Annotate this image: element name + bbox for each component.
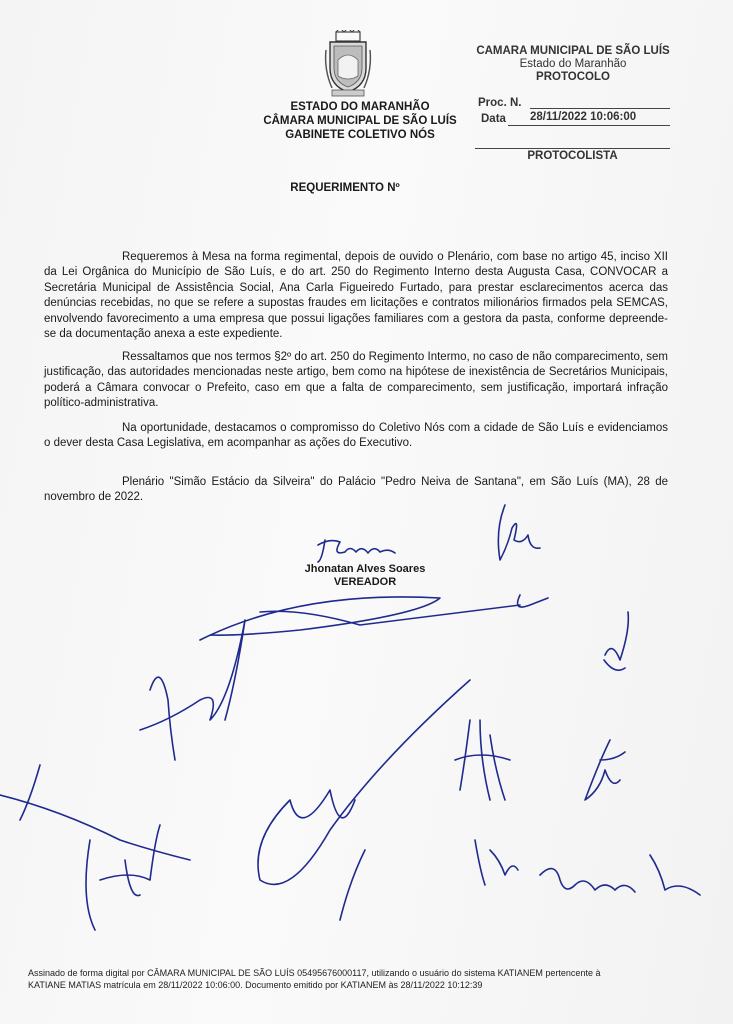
proc-number-line bbox=[530, 108, 670, 109]
signature-5 bbox=[258, 680, 470, 920]
digital-signature-footer bbox=[28, 967, 708, 991]
signature-6 bbox=[0, 765, 190, 860]
signature-11 bbox=[475, 840, 518, 885]
signature-main bbox=[318, 540, 395, 562]
signer-block bbox=[290, 563, 440, 589]
signature-7 bbox=[455, 720, 510, 800]
letterhead bbox=[255, 100, 465, 142]
protocol-state: Estado do Maranhão bbox=[519, 58, 627, 70]
signature-4 bbox=[140, 620, 245, 760]
signer-role: VEREADOR bbox=[333, 576, 397, 588]
footer-line-1: Assinado de forma digital por CÂMARA MUNICIPAL DE SÃO LUÍS 05495676000117, utilizando o usuário do sistema KATIANEM pertencente à bbox=[28, 968, 601, 978]
body-paragraph-3: Na oportunidade, destacamos o compromisso do Coletivo Nós com a cidade de São Luís e evidenciamos o dever desta Casa Legislativa, em acompanhar as ações do Executivo. bbox=[44, 422, 668, 450]
protocol-header bbox=[468, 45, 678, 84]
date-value: 28/11/2022 10:06:00 bbox=[530, 111, 637, 123]
proc-number-label: Proc. N. bbox=[478, 97, 522, 109]
letterhead-state: ESTADO DO MARANHÃO bbox=[290, 101, 430, 113]
signature-3 bbox=[604, 612, 628, 670]
signature-2 bbox=[200, 595, 548, 640]
protocolista-label: PROTOCOLISTA bbox=[527, 150, 618, 162]
signer-name: Jhonatan Alves Soares bbox=[304, 563, 426, 575]
document-title: REQUERIMENTO Nº bbox=[290, 182, 400, 194]
signature-9 bbox=[86, 825, 160, 930]
date-line bbox=[508, 125, 670, 126]
date-label: Data bbox=[481, 113, 506, 125]
protocolista-line bbox=[475, 148, 670, 149]
letterhead-office: GABINETE COLETIVO NÓS bbox=[285, 129, 435, 141]
signature-1 bbox=[498, 505, 540, 560]
body-paragraph-4: Plenário "Simão Estácio da Silveira" do Palácio "Pedro Neiva de Santana", em São Luís (MA), 28 de novembro de 2022. bbox=[44, 476, 668, 504]
footer-line-2: KATIANE MATIAS matrícula em 28/11/2022 10:06:00. Documento emitido por KATIANEM às 28/11/2022 10:12:39 bbox=[28, 980, 483, 990]
signature-8 bbox=[585, 740, 625, 800]
body-paragraph-2: Ressaltamos que nos termos §2º do art. 250 do Regimento Intermo, no caso de não comparecimento, sem justificação, das autoridades mencionadas neste artigo, bem como na hipótese de inexistência de Secretários Municipais, poderá a Câmara convocar o Prefeito, caso em que a falta de comparecimento, sem justificação, importará infração político-administrativa. bbox=[44, 351, 668, 410]
coat-of-arms-icon bbox=[322, 30, 374, 98]
signature-10 bbox=[540, 855, 700, 895]
letterhead-chamber: CÂMARA MUNICIPAL DE SÃO LUÍS bbox=[263, 115, 457, 127]
body-paragraph-1: Requeremos à Mesa na forma regimental, depois de ouvido o Plenário, com base no artigo 45, inciso XII da Lei Orgânica do Município de São Luís, e do art. 250 do Regimento Interno desta Augusta Casa, CONVOCAR a Secretária Municipal de Assistência Social, Ana Carla Figueiredo Furtado, para prestar esclarecimentos acerca das denúncias recebidas, no que se refere a supostas fraudes em licitações e contratos milionários firmados pela SEMCAS, envolvendo favorecimento a uma empresa que possui ligações familiares com a gestora da pasta, conforme depreende-se da documentação anexa a este expediente. bbox=[44, 251, 668, 341]
protocol-title: PROTOCOLO bbox=[536, 71, 610, 83]
protocol-chamber-name: CAMARA MUNICIPAL DE SÃO LUÍS bbox=[476, 45, 670, 57]
